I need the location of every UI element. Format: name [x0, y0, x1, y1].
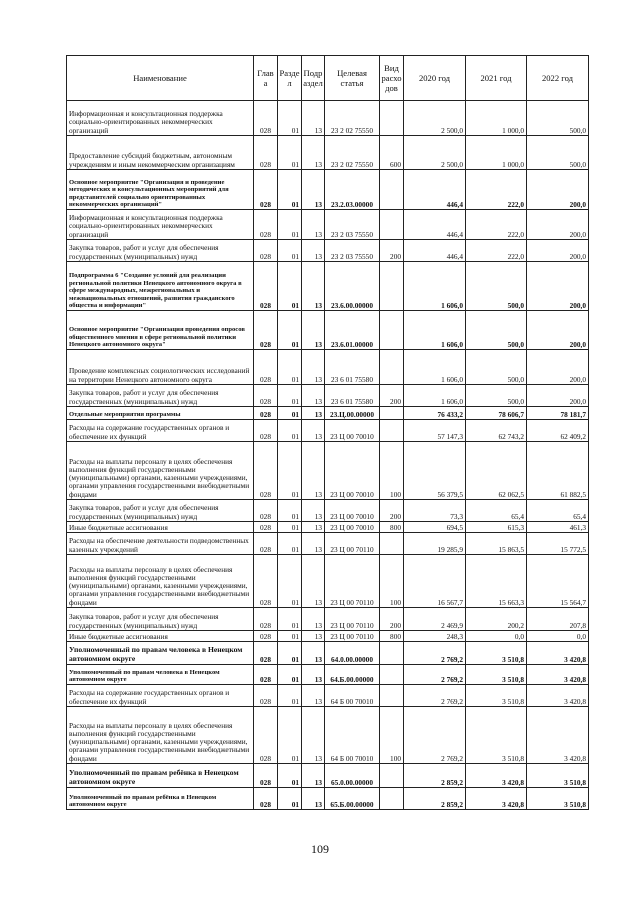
row-expense-type: 800	[380, 631, 404, 642]
row-name: Уполномоченный по правам ребёнка в Ненецком автономном округе	[67, 788, 254, 810]
row-expense-type: 800	[380, 522, 404, 533]
row-section: 01	[278, 170, 302, 210]
row-amount-2020: 446,4	[404, 210, 466, 240]
row-name: Закупка товаров, работ и услуг для обеспечения государственных (муниципальных) нужд	[67, 500, 254, 522]
row-expense-type	[380, 350, 404, 385]
row-section: 01	[278, 240, 302, 262]
table-row	[67, 685, 589, 707]
row-amount-2020: 2 769,2	[404, 685, 466, 707]
row-subsection: 13	[302, 522, 325, 533]
row-chapter: 028	[254, 533, 278, 555]
row-target-article: 64.Б.00.00000	[325, 665, 380, 685]
row-target-article: 23.Ц.00.00000	[325, 407, 380, 420]
row-name: Уполномоченный по правам ребёнка в Ненецком автономном округе	[67, 764, 254, 788]
table-row	[67, 240, 589, 262]
row-subsection: 13	[302, 631, 325, 642]
row-expense-type: 200	[380, 500, 404, 522]
row-chapter: 028	[254, 555, 278, 608]
row-amount-2021: 3 510,8	[466, 707, 527, 764]
row-subsection: 13	[302, 642, 325, 665]
table-row	[67, 210, 589, 240]
row-target-article: 23 6 01 75580	[325, 350, 380, 385]
row-section: 01	[278, 522, 302, 533]
table-row	[67, 385, 589, 407]
table-row	[67, 101, 589, 136]
row-amount-2021: 3 420,8	[466, 788, 527, 810]
budget-sheet	[66, 55, 588, 810]
row-name: Иные бюджетные ассигнования	[67, 631, 254, 642]
row-amount-2020: 56 379,5	[404, 442, 466, 500]
table-row	[67, 642, 589, 665]
row-expense-type	[380, 101, 404, 136]
row-amount-2020: 2 859,2	[404, 788, 466, 810]
row-name: Предоставление субсидий бюджетным, автономным учреждениям и иным некоммерческим организациям	[67, 136, 254, 170]
table-row	[67, 500, 589, 522]
row-amount-2022: 3 420,8	[527, 642, 589, 665]
row-name: Расходы на выплаты персоналу в целях обеспечения выполнения функций государственными (муниципальными) органами, казенными учреждениями, органами управления государственными внебюджетными фондами	[67, 555, 254, 608]
row-amount-2022: 15 564,7	[527, 555, 589, 608]
row-amount-2022: 3 420,8	[527, 665, 589, 685]
row-amount-2020: 2 500,0	[404, 101, 466, 136]
row-section: 01	[278, 210, 302, 240]
row-chapter: 028	[254, 170, 278, 210]
row-chapter: 028	[254, 707, 278, 764]
row-section: 01	[278, 442, 302, 500]
row-subsection: 13	[302, 420, 325, 442]
row-amount-2021: 500,0	[466, 385, 527, 407]
row-subsection: 13	[302, 608, 325, 631]
row-amount-2022: 200,0	[527, 311, 589, 350]
row-chapter: 028	[254, 407, 278, 420]
row-subsection: 13	[302, 350, 325, 385]
row-target-article: 23 Ц 00 70010	[325, 442, 380, 500]
row-chapter: 028	[254, 631, 278, 642]
row-amount-2021: 15 663,3	[466, 555, 527, 608]
row-amount-2022: 207,8	[527, 608, 589, 631]
row-amount-2021: 15 863,5	[466, 533, 527, 555]
row-chapter: 028	[254, 522, 278, 533]
row-amount-2020: 2 859,2	[404, 764, 466, 788]
row-name: Закупка товаров, работ и услуг для обеспечения государственных (муниципальных) нужд	[67, 240, 254, 262]
row-section: 01	[278, 631, 302, 642]
row-subsection: 13	[302, 665, 325, 685]
table-row	[67, 407, 589, 420]
row-amount-2020: 248,3	[404, 631, 466, 642]
row-amount-2021: 500,0	[466, 311, 527, 350]
row-amount-2021: 3 510,8	[466, 685, 527, 707]
row-amount-2021: 1 000,0	[466, 136, 527, 170]
row-name: Подпрограмма 6 "Создание условий для реализации региональной политики Ненецкого автономного округа в сфере международных, межрегиональных и межнациональных отношений, развития гражданского общества и информации"	[67, 262, 254, 311]
row-amount-2020: 2 769,2	[404, 707, 466, 764]
row-amount-2022: 15 772,5	[527, 533, 589, 555]
row-amount-2020: 57 147,3	[404, 420, 466, 442]
row-chapter: 028	[254, 385, 278, 407]
row-amount-2020: 446,4	[404, 170, 466, 210]
row-amount-2020: 16 567,7	[404, 555, 466, 608]
row-target-article: 23 Ц 00 70010	[325, 500, 380, 522]
row-amount-2022: 3 510,8	[527, 788, 589, 810]
row-subsection: 13	[302, 101, 325, 136]
row-amount-2022: 65,4	[527, 500, 589, 522]
row-subsection: 13	[302, 707, 325, 764]
row-amount-2022: 62 409,2	[527, 420, 589, 442]
row-section: 01	[278, 685, 302, 707]
table-row	[67, 788, 589, 810]
row-chapter: 028	[254, 442, 278, 500]
page-number: 109	[311, 842, 329, 856]
row-target-article: 23 Ц 00 70110	[325, 533, 380, 555]
row-amount-2022: 200,0	[527, 210, 589, 240]
row-chapter: 028	[254, 642, 278, 665]
row-expense-type	[380, 262, 404, 311]
header-section: Разде л	[278, 56, 302, 101]
row-expense-type	[380, 764, 404, 788]
row-amount-2021: 500,0	[466, 262, 527, 311]
table-row	[67, 707, 589, 764]
row-amount-2020: 2 769,2	[404, 642, 466, 665]
header-year-2020: 2020 год	[404, 56, 466, 101]
row-amount-2021: 3 510,8	[466, 642, 527, 665]
row-expense-type: 100	[380, 442, 404, 500]
row-amount-2022: 461,3	[527, 522, 589, 533]
table-row	[67, 555, 589, 608]
row-section: 01	[278, 533, 302, 555]
row-expense-type	[380, 420, 404, 442]
row-amount-2021: 62 062,5	[466, 442, 527, 500]
row-section: 01	[278, 764, 302, 788]
row-amount-2021: 0,0	[466, 631, 527, 642]
row-amount-2022: 78 181,7	[527, 407, 589, 420]
row-name: Уполномоченный по правам человека в Ненецком автономном округе	[67, 665, 254, 685]
row-section: 01	[278, 555, 302, 608]
row-chapter: 028	[254, 685, 278, 707]
row-target-article: 23 Ц 00 70010	[325, 522, 380, 533]
row-amount-2021: 615,3	[466, 522, 527, 533]
row-name: Закупка товаров, работ и услуг для обеспечения государственных (муниципальных) нужд	[67, 385, 254, 407]
row-section: 01	[278, 385, 302, 407]
row-subsection: 13	[302, 240, 325, 262]
row-name: Расходы на обеспечение деятельности подведомственных казенных учреждений	[67, 533, 254, 555]
row-target-article: 64.0.00.00000	[325, 642, 380, 665]
row-amount-2020: 1 606,0	[404, 385, 466, 407]
row-amount-2022: 200,0	[527, 240, 589, 262]
row-expense-type	[380, 170, 404, 210]
row-target-article: 23 Ц 00 70010	[325, 420, 380, 442]
row-chapter: 028	[254, 764, 278, 788]
row-amount-2022: 200,0	[527, 262, 589, 311]
row-section: 01	[278, 642, 302, 665]
row-amount-2022: 200,0	[527, 350, 589, 385]
row-section: 01	[278, 500, 302, 522]
row-expense-type: 100	[380, 555, 404, 608]
row-target-article: 23.6.00.00000	[325, 262, 380, 311]
row-name: Иные бюджетные ассигнования	[67, 522, 254, 533]
row-amount-2021: 222,0	[466, 170, 527, 210]
row-amount-2020: 73,3	[404, 500, 466, 522]
row-amount-2021: 222,0	[466, 210, 527, 240]
row-expense-type	[380, 533, 404, 555]
row-chapter: 028	[254, 420, 278, 442]
row-chapter: 028	[254, 262, 278, 311]
budget-table	[66, 55, 589, 810]
row-amount-2021: 3 510,8	[466, 665, 527, 685]
row-chapter: 028	[254, 350, 278, 385]
row-amount-2022: 61 882,5	[527, 442, 589, 500]
row-target-article: 23 2 02 75550	[325, 101, 380, 136]
row-expense-type	[380, 311, 404, 350]
row-name: Расходы на выплаты персоналу в целях обеспечения выполнения функций государственными (муниципальными) органами, казенными учреждениями, органами управления государственными внебюджетными фондами	[67, 707, 254, 764]
row-amount-2020: 2 500,0	[404, 136, 466, 170]
row-amount-2022: 3 420,8	[527, 685, 589, 707]
row-target-article: 65.Б.00.00000	[325, 788, 380, 810]
table-row	[67, 608, 589, 631]
row-amount-2022: 500,0	[527, 101, 589, 136]
row-section: 01	[278, 407, 302, 420]
row-subsection: 13	[302, 385, 325, 407]
row-target-article: 23 2 02 75550	[325, 136, 380, 170]
row-chapter: 028	[254, 101, 278, 136]
row-chapter: 028	[254, 665, 278, 685]
header-year-2021: 2021 год	[466, 56, 527, 101]
row-target-article: 23 2 03 75550	[325, 240, 380, 262]
row-amount-2022: 3 510,8	[527, 764, 589, 788]
row-amount-2021: 62 743,2	[466, 420, 527, 442]
row-name: Расходы на содержание государственных органов и обеспечение их функций	[67, 420, 254, 442]
table-row	[67, 420, 589, 442]
row-amount-2020: 2 769,2	[404, 665, 466, 685]
row-amount-2020: 694,5	[404, 522, 466, 533]
row-name: Расходы на выплаты персоналу в целях обеспечения выполнения функций государственными (муниципальными) органами, казенными учреждениями, органами управления государственными внебюджетными фондами	[67, 442, 254, 500]
row-subsection: 13	[302, 210, 325, 240]
table-row	[67, 350, 589, 385]
header-subsection: Подр аздел	[302, 56, 325, 101]
table-row	[67, 170, 589, 210]
row-name: Информационная и консультационная поддержка социально-ориентированных некоммерческих организаций	[67, 210, 254, 240]
row-target-article: 23.6.01.00000	[325, 311, 380, 350]
row-expense-type: 200	[380, 608, 404, 631]
row-amount-2022: 200,0	[527, 385, 589, 407]
row-section: 01	[278, 608, 302, 631]
row-expense-type: 100	[380, 707, 404, 764]
table-row	[67, 631, 589, 642]
row-section: 01	[278, 101, 302, 136]
row-section: 01	[278, 136, 302, 170]
table-row	[67, 442, 589, 500]
row-expense-type: 600	[380, 136, 404, 170]
row-section: 01	[278, 707, 302, 764]
row-subsection: 13	[302, 442, 325, 500]
header-name: Наименование	[67, 56, 254, 101]
row-subsection: 13	[302, 685, 325, 707]
row-name: Информационная и консультационная поддержка социально-ориентированных некоммерческих организаций	[67, 101, 254, 136]
row-target-article: 23 6 01 75580	[325, 385, 380, 407]
row-amount-2020: 2 469,9	[404, 608, 466, 631]
row-amount-2020: 19 285,9	[404, 533, 466, 555]
row-name: Основное мероприятие "Организация проведения опросов общественного мнения в сфере региональной политики Ненецкого автономного округа"	[67, 311, 254, 350]
row-subsection: 13	[302, 136, 325, 170]
row-name: Расходы на содержание государственных органов и обеспечение их функций	[67, 685, 254, 707]
row-amount-2021: 200,2	[466, 608, 527, 631]
row-subsection: 13	[302, 311, 325, 350]
row-chapter: 028	[254, 240, 278, 262]
row-subsection: 13	[302, 788, 325, 810]
row-subsection: 13	[302, 407, 325, 420]
row-amount-2020: 1 606,0	[404, 262, 466, 311]
row-amount-2021: 3 420,8	[466, 764, 527, 788]
table-row	[67, 262, 589, 311]
row-amount-2022: 0,0	[527, 631, 589, 642]
row-expense-type	[380, 210, 404, 240]
row-amount-2021: 1 000,0	[466, 101, 527, 136]
row-chapter: 028	[254, 788, 278, 810]
row-section: 01	[278, 350, 302, 385]
row-target-article: 23 2 03 75550	[325, 210, 380, 240]
row-amount-2020: 446,4	[404, 240, 466, 262]
row-expense-type	[380, 685, 404, 707]
table-row	[67, 522, 589, 533]
row-chapter: 028	[254, 210, 278, 240]
row-chapter: 028	[254, 608, 278, 631]
row-name: Закупка товаров, работ и услуг для обеспечения государственных (муниципальных) нужд	[67, 608, 254, 631]
row-amount-2020: 1 606,0	[404, 311, 466, 350]
row-expense-type	[380, 788, 404, 810]
row-subsection: 13	[302, 170, 325, 210]
row-section: 01	[278, 262, 302, 311]
header-target-article: Целевая статья	[325, 56, 380, 101]
row-target-article: 64 Б 00 70010	[325, 707, 380, 764]
row-name: Отдельные мероприятия программы	[67, 407, 254, 420]
row-name: Проведение комплексных социологических исследований на территории Ненецкого автономного округа	[67, 350, 254, 385]
row-expense-type: 200	[380, 240, 404, 262]
row-subsection: 13	[302, 764, 325, 788]
header-expense-type: Вид расхо дов	[380, 56, 404, 101]
row-subsection: 13	[302, 533, 325, 555]
row-chapter: 028	[254, 311, 278, 350]
row-expense-type	[380, 407, 404, 420]
table-row	[67, 533, 589, 555]
table-row	[67, 764, 589, 788]
row-subsection: 13	[302, 262, 325, 311]
table-row	[67, 311, 589, 350]
row-amount-2022: 200,0	[527, 170, 589, 210]
row-target-article: 64 Б 00 70010	[325, 685, 380, 707]
row-section: 01	[278, 420, 302, 442]
row-amount-2021: 65,4	[466, 500, 527, 522]
row-target-article: 23 Ц 00 70110	[325, 631, 380, 642]
row-expense-type	[380, 642, 404, 665]
header-year-2022: 2022 год	[527, 56, 589, 101]
row-chapter: 028	[254, 136, 278, 170]
table-row	[67, 136, 589, 170]
table-row	[67, 665, 589, 685]
header-chapter: Глав а	[254, 56, 278, 101]
row-section: 01	[278, 788, 302, 810]
row-target-article: 23.2.03.00000	[325, 170, 380, 210]
row-section: 01	[278, 311, 302, 350]
row-amount-2020: 76 433,2	[404, 407, 466, 420]
row-target-article: 65.0.00.00000	[325, 764, 380, 788]
row-name: Уполномоченный по правам человека в Ненецком автономном округе	[67, 642, 254, 665]
row-amount-2021: 222,0	[466, 240, 527, 262]
row-amount-2021: 500,0	[466, 350, 527, 385]
row-expense-type: 200	[380, 385, 404, 407]
row-subsection: 13	[302, 500, 325, 522]
row-chapter: 028	[254, 500, 278, 522]
row-amount-2021: 78 606,7	[466, 407, 527, 420]
row-expense-type	[380, 665, 404, 685]
row-amount-2022: 3 420,8	[527, 707, 589, 764]
header-row	[67, 56, 589, 101]
row-amount-2022: 500,0	[527, 136, 589, 170]
row-subsection: 13	[302, 555, 325, 608]
row-name: Основное мероприятие "Организация и проведение методических и консультационных мероприятий для представителей социально ориентированных некоммерческих организаций"	[67, 170, 254, 210]
row-target-article: 23 Ц 00 70110	[325, 555, 380, 608]
row-target-article: 23 Ц 00 70110	[325, 608, 380, 631]
row-section: 01	[278, 665, 302, 685]
row-amount-2020: 1 606,0	[404, 350, 466, 385]
